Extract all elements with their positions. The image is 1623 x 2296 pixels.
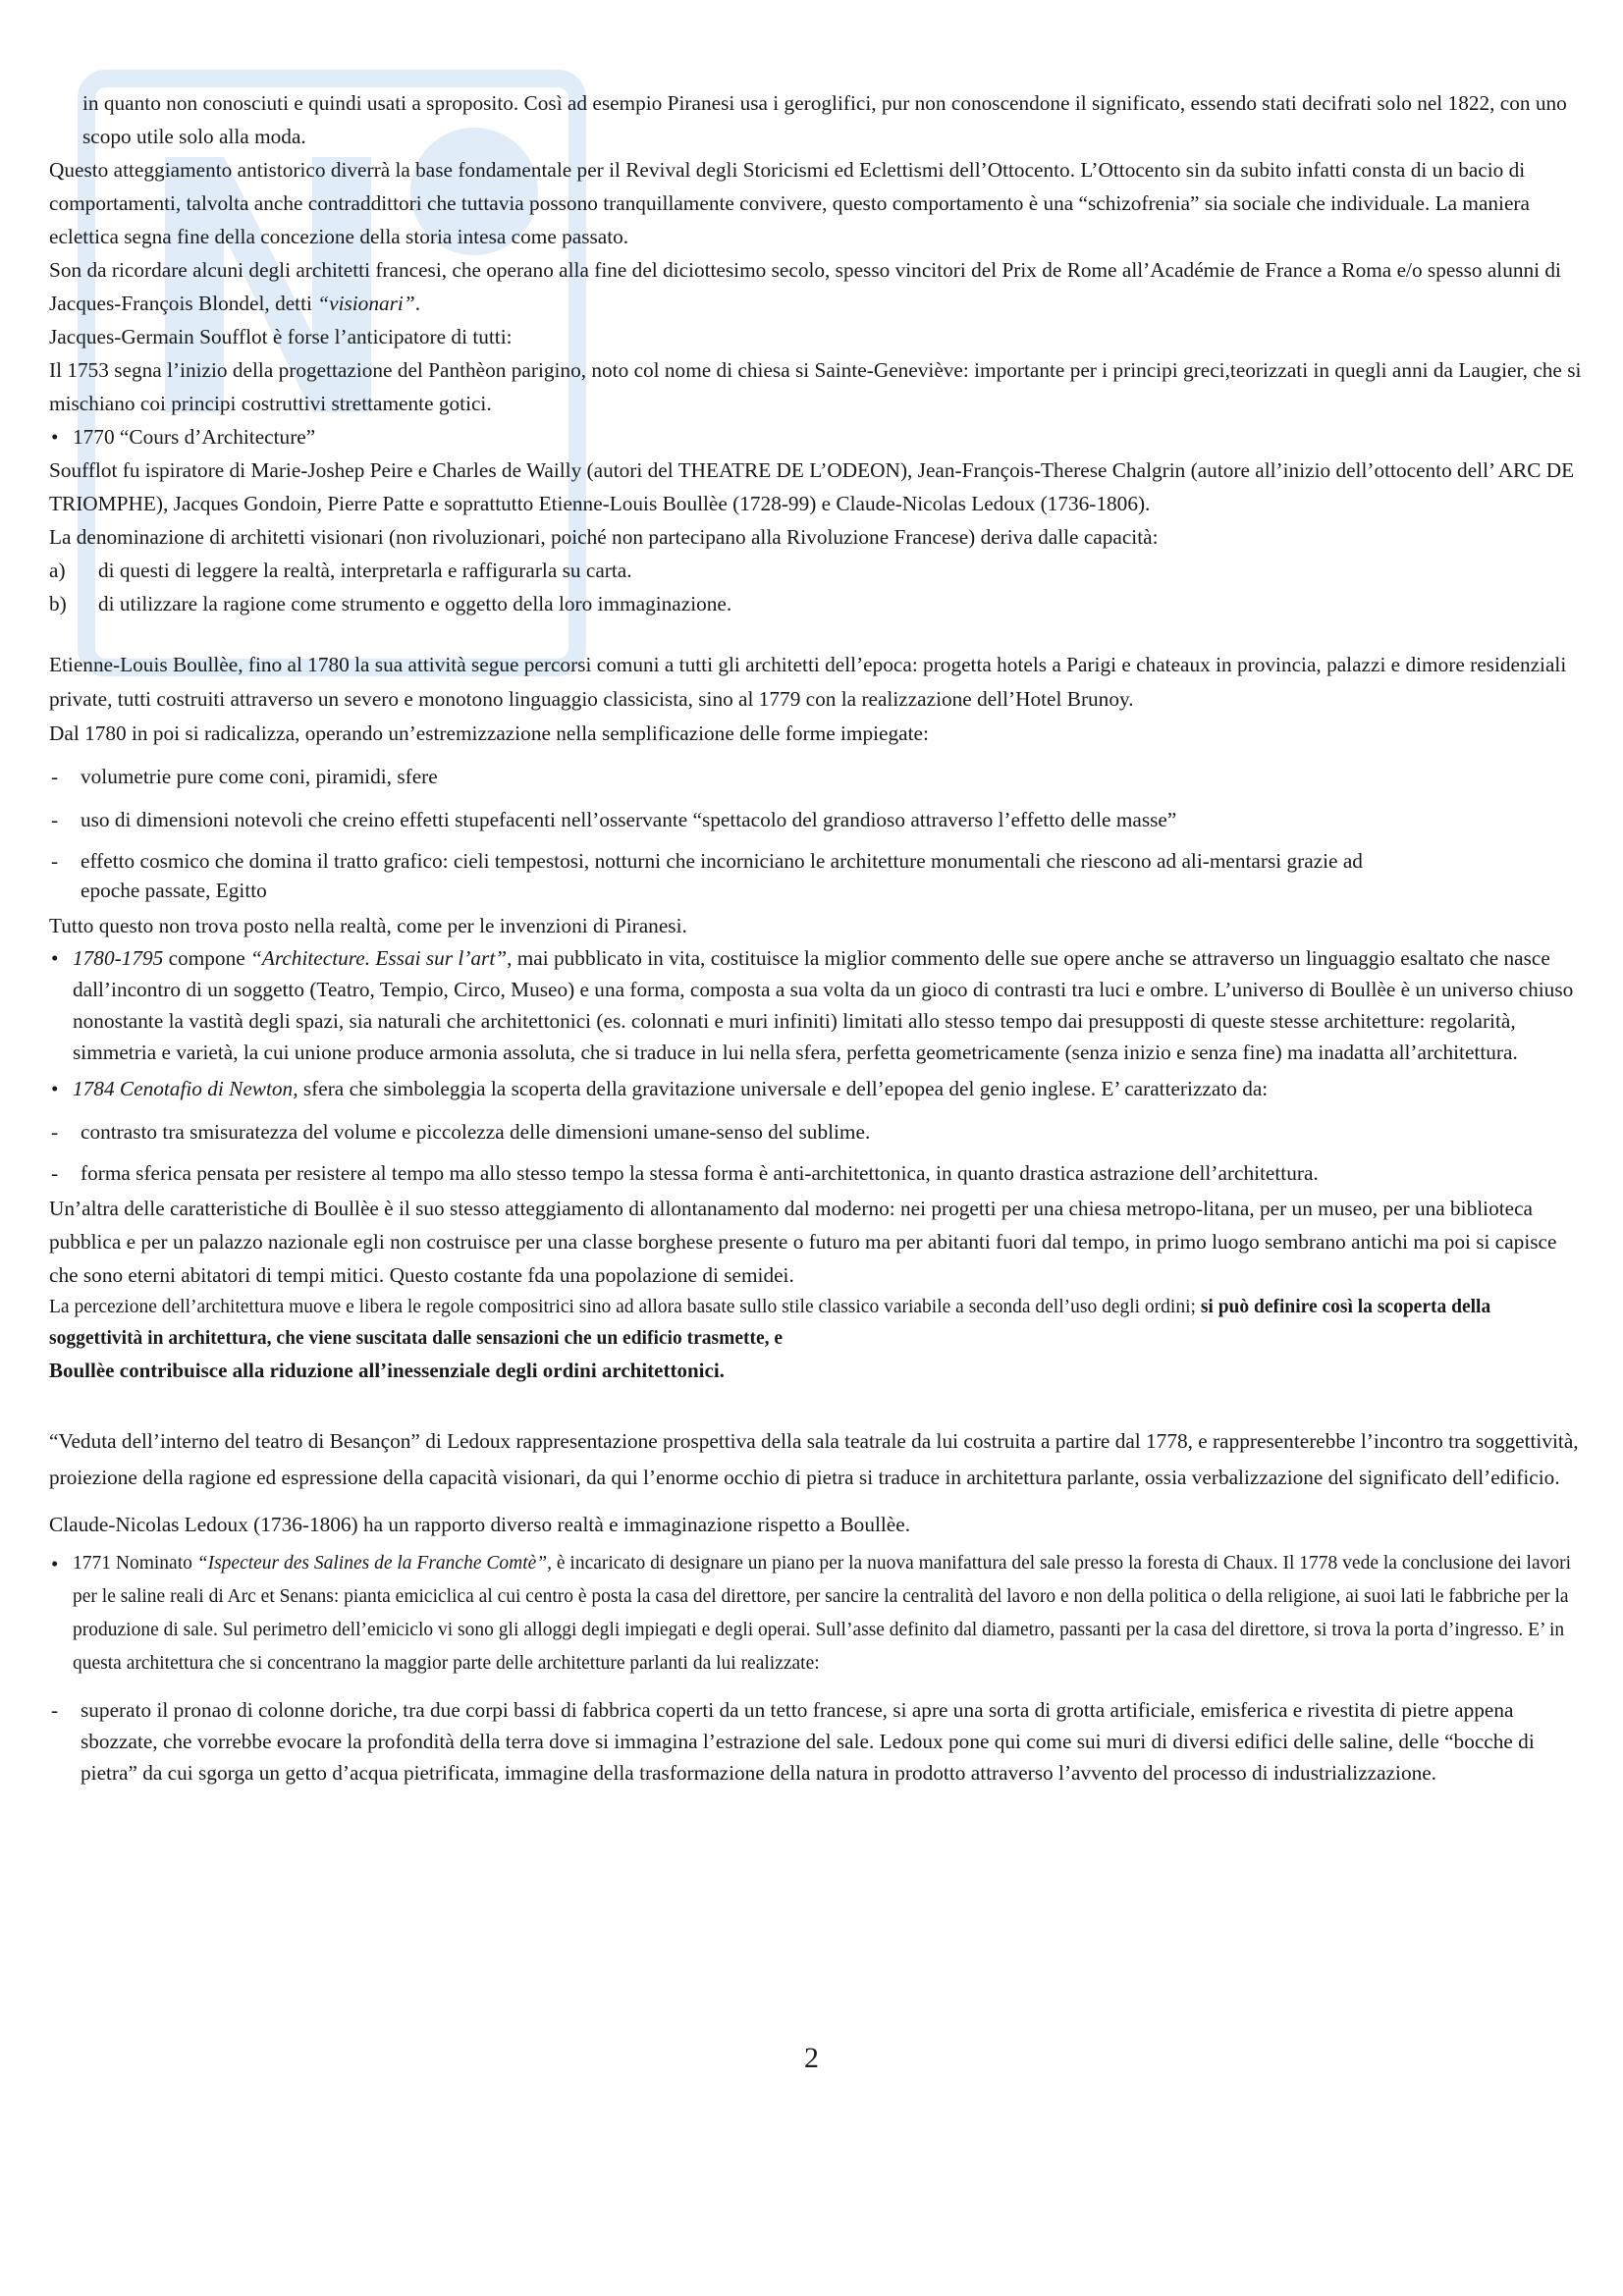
paragraph: Dal 1780 in poi si radicalizza, operando un’estremizzazione nella semplificazione delle forme impiegate: bbox=[49, 721, 929, 745]
italic-text: “Ispecteur des Salines de la Franche Comtè”, bbox=[196, 1553, 552, 1574]
text-run: . bbox=[414, 292, 421, 315]
bold-text: Boullèe contribuisce alla riduzione all’inessenziale degli ordini architettonici. bbox=[49, 1359, 725, 1382]
dash-item: - effetto cosmico che domina il tratto grafico: cieli tempestosi, notturni che incorniciano le architetture monumentali che riescono ad ali-mentarsi grazie ad epoche passate, Egitto bbox=[49, 846, 1586, 905]
text-run: , mai pubblicato in vita, costituisce la miglior commento delle sue opere anche se attraverso un linguaggio esaltato che nasce dall’incontro di un soggetto (Teatro, Tempio, Circo, Museo) e una forma, composta a sua volta da un gioco di contrasti tra luci e ombre. L’universo di Boullèe è un universo chiuso nonostante la vastità degli spazi, sia naturali che architettonici (es. colonnati e muri infiniti) limitati allo stesso tempo dai presupposti di queste stesse architetture: regolarità, simmetria e varietà, la cui unione produce armonia assoluta, che si traduce in lui nella sfera, perfetta geometricamente (senza inizio e senza fine) ma inadatta all’architettura. bbox=[73, 946, 1574, 1064]
text-run: Son da ricordare alcuni degli architetti francesi, che operano alla fine del diciottesimo secolo, spesso vincitori del Prix de Rome all’Académie de France a Roma e/o spesso alunni di Jacques-François Blondel, detti bbox=[49, 258, 1561, 315]
paragraph: Questo atteggiamento antistorico diverrà la base fondamentale per il Revival degli Storicismi ed Eclettismi dell’Ottocento. L’Ottocento sin da subito infatti consta di un bacio di comportamenti, talvolta anche contraddittori che tuttavia possono tranquillamente convivere, questo comportamento è una “schizofrenia” sia sociale che individuale. La maniera eclettica segna fine della concezione della storia intesa come passato. bbox=[49, 158, 1530, 248]
paragraph: in quanto non conosciuti e quindi usati a sproposito. Così ad esempio Piranesi usa i geroglifici, pur non conoscendone il significato, essendo stati decifrati solo nel 1822, con uno scopo utile solo alla moda. bbox=[82, 91, 1567, 148]
text-run: 1771 Nominato bbox=[73, 1553, 197, 1574]
list-text: di utilizzare la ragione come strumento e oggetto della loro immaginazione. bbox=[98, 592, 732, 615]
italic-text: “Architecture. Essai sur l’art” bbox=[250, 946, 508, 970]
dash-item: - superato il pronao di colonne doriche, tra due corpi bassi di fabbrica coperti da un tetto francese, si apre una sorta di grotta artificiale, emisferica e rivestita di pietre appena sbozzate, che vorrebbe evocare la profondità della terra dove si immagina l’estrazione del sale. Ledoux pone qui come sui muri di diversi edifici delle saline, delle “bocche di pietra” da cui sgorga un getto d’acqua pietrificata, immagine della trasformazione della natura in prodotto attraverso l’avvento del processo di industrializzazione. bbox=[49, 1694, 1586, 1789]
paragraph: Etienne-Louis Boullèe, fino al 1780 la sua attività segue percorsi comuni a tutti gli architetti dell’epoca: progetta hotels a Parigi e chateaux in provincia, palazzi e dimore residenziali private, tutti costruiti attraverso un severo e monotono linguaggio classicista, sino al 1779 con la realizzazione dell’Hotel Brunoy. bbox=[49, 653, 1567, 711]
text-run: è incaricato di designare un piano per la nuova manifattura del sale presso la foresta di Chaux. Il 1778 vede la conclusione dei lavori per le saline reali di Arc et Senans: pianta emiciclica al cui centro è posta la casa del direttore, per sancire la centralità del lavoro e non della politica o della religione, ai suoi lati le fabbriche per la produzione di sale. Sul perimetro dell’emiciclo vi sono gli alloggi degli impiegati e degli operai. Sull’asse definito dal diametro, passanti per la casa del direttore, si trova la porta d’ingresso. E’ in questa architettura che si concentrano la maggior parte delle architetture parlanti da lui realizzate: bbox=[73, 1553, 1572, 1674]
italic-text: “visionari” bbox=[317, 292, 415, 315]
paragraph: Claude-Nicolas Ledoux (1736-1806) ha un rapporto diverso realtà e immaginazione rispetto a Boullèe. bbox=[49, 1513, 911, 1536]
list-item-b bbox=[49, 587, 1586, 620]
italic-text: 1784 Cenotafio di Newton, bbox=[73, 1077, 298, 1100]
text-run: compone bbox=[163, 946, 250, 970]
list-label: b) bbox=[49, 592, 67, 615]
list-text: di questi di leggere la realtà, interpretarla e raffigurarla su carta. bbox=[98, 559, 632, 582]
paragraph: Un’altra delle caratteristiche di Boullèe è il suo stesso atteggiamento di allontanamento dal moderno: nei progetti per una chiesa metropo-litana, per un museo, per una biblioteca pubblica e per un palazzo nazionale egli non costruisce per una classe borghese presente o futuro ma per abitanti fuori dal tempo, in primo luogo sembrano antichi ma poi si capisce che sono eterni abitatori di tempi mitici. Questo costante fda una popolazione di semidei. bbox=[49, 1197, 1557, 1287]
dash-item: - contrasto tra smisuratezza del volume e piccolezza delle dimensioni umane-senso del sublime. bbox=[49, 1115, 1586, 1148]
text-run: sfera che simboleggia la scoperta della gravitazione universale e dell’epopea del genio inglese. E’ caratterizzato da: bbox=[298, 1077, 1269, 1100]
list-item-a bbox=[49, 554, 1586, 587]
bold-text: si può definire così la scoperta della soggettività in architettura, che viene suscitata dalle sensazioni che un edificio trasmette, e bbox=[49, 1297, 1491, 1349]
paragraph: Jacques-Germain Soufflot è forse l’anticipatore di tutti: bbox=[49, 325, 513, 348]
list-label: a) bbox=[49, 559, 66, 582]
bullet-item bbox=[49, 1072, 1586, 1105]
document-page bbox=[49, 86, 1586, 1792]
bullet-item: • 1770 “Cours d’Architecture” bbox=[49, 420, 1586, 454]
paragraph: Tutto questo non trova posto nella realtà, come per le invenzioni di Piranesi. bbox=[49, 914, 687, 937]
dash-item: - volumetrie pure come coni, piramidi, sfere bbox=[49, 760, 1586, 793]
italic-text: 1780-1795 bbox=[73, 946, 164, 970]
text-run: La percezione dell’architettura muove e libera le regole compositrici sino ad allora basate sullo stile classico variabile a seconda dell’uso degli ordini; bbox=[49, 1297, 1201, 1317]
bullet-item bbox=[49, 942, 1586, 1068]
paragraph: Soufflot fu ispiratore di Marie-Joshep Peire e Charles de Wailly (autori del THEATRE DE L’ODEON), Jean-François-Therese Chalgrin (autore all’inizio dell’ottocento dell’ ARC DE TRIOMPHE), Jacques Gondoin, Pierre Patte e soprattutto Etienne-Louis Boullèe (1728-99) e Claude-Nicolas Ledoux (1736-1806). bbox=[49, 458, 1575, 515]
dash-item: - uso di dimensioni notevoli che creino effetti stupefacenti nell’osservante “spettacolo del grandioso attraverso l’effetto delle masse” bbox=[49, 803, 1586, 836]
page-number: 2 bbox=[804, 2042, 819, 2074]
dash-item: - forma sferica pensata per resistere al tempo ma allo stesso tempo la stessa forma è anti-architettonica, in quanto drastica astrazione dell’architettura. bbox=[49, 1158, 1586, 1188]
paragraph bbox=[49, 253, 1586, 320]
paragraph: “Veduta dell’interno del teatro di Besançon” di Ledoux rappresentazione prospettiva della sala teatrale da lui costruita a partire dal 1778, e rappresenterebbe l’incontro tra soggettività, proiezione della ragione ed espressione della capacità visionari, da qui l’enorme occhio di pietra si traduce in architettura parlante, ossia verbalizzazione del significato dell’edificio. bbox=[49, 1429, 1579, 1489]
paragraph: Il 1753 segna l’inizio della progettazione del Panthèon parigino, noto col nome di chiesa si Sainte-Geneviève: importante per i principi greci,teorizzati in quegli anni da Laugier, che si mischiano coi principi costruttivi strettamente gotici. bbox=[49, 358, 1582, 415]
bullet-item bbox=[49, 1547, 1586, 1681]
paragraph: La denominazione di architetti visionari (non rivoluzionari, poiché non partecipano alla Rivoluzione Francese) deriva dalle capacità: bbox=[49, 525, 1159, 549]
paragraph bbox=[49, 1292, 1586, 1388]
